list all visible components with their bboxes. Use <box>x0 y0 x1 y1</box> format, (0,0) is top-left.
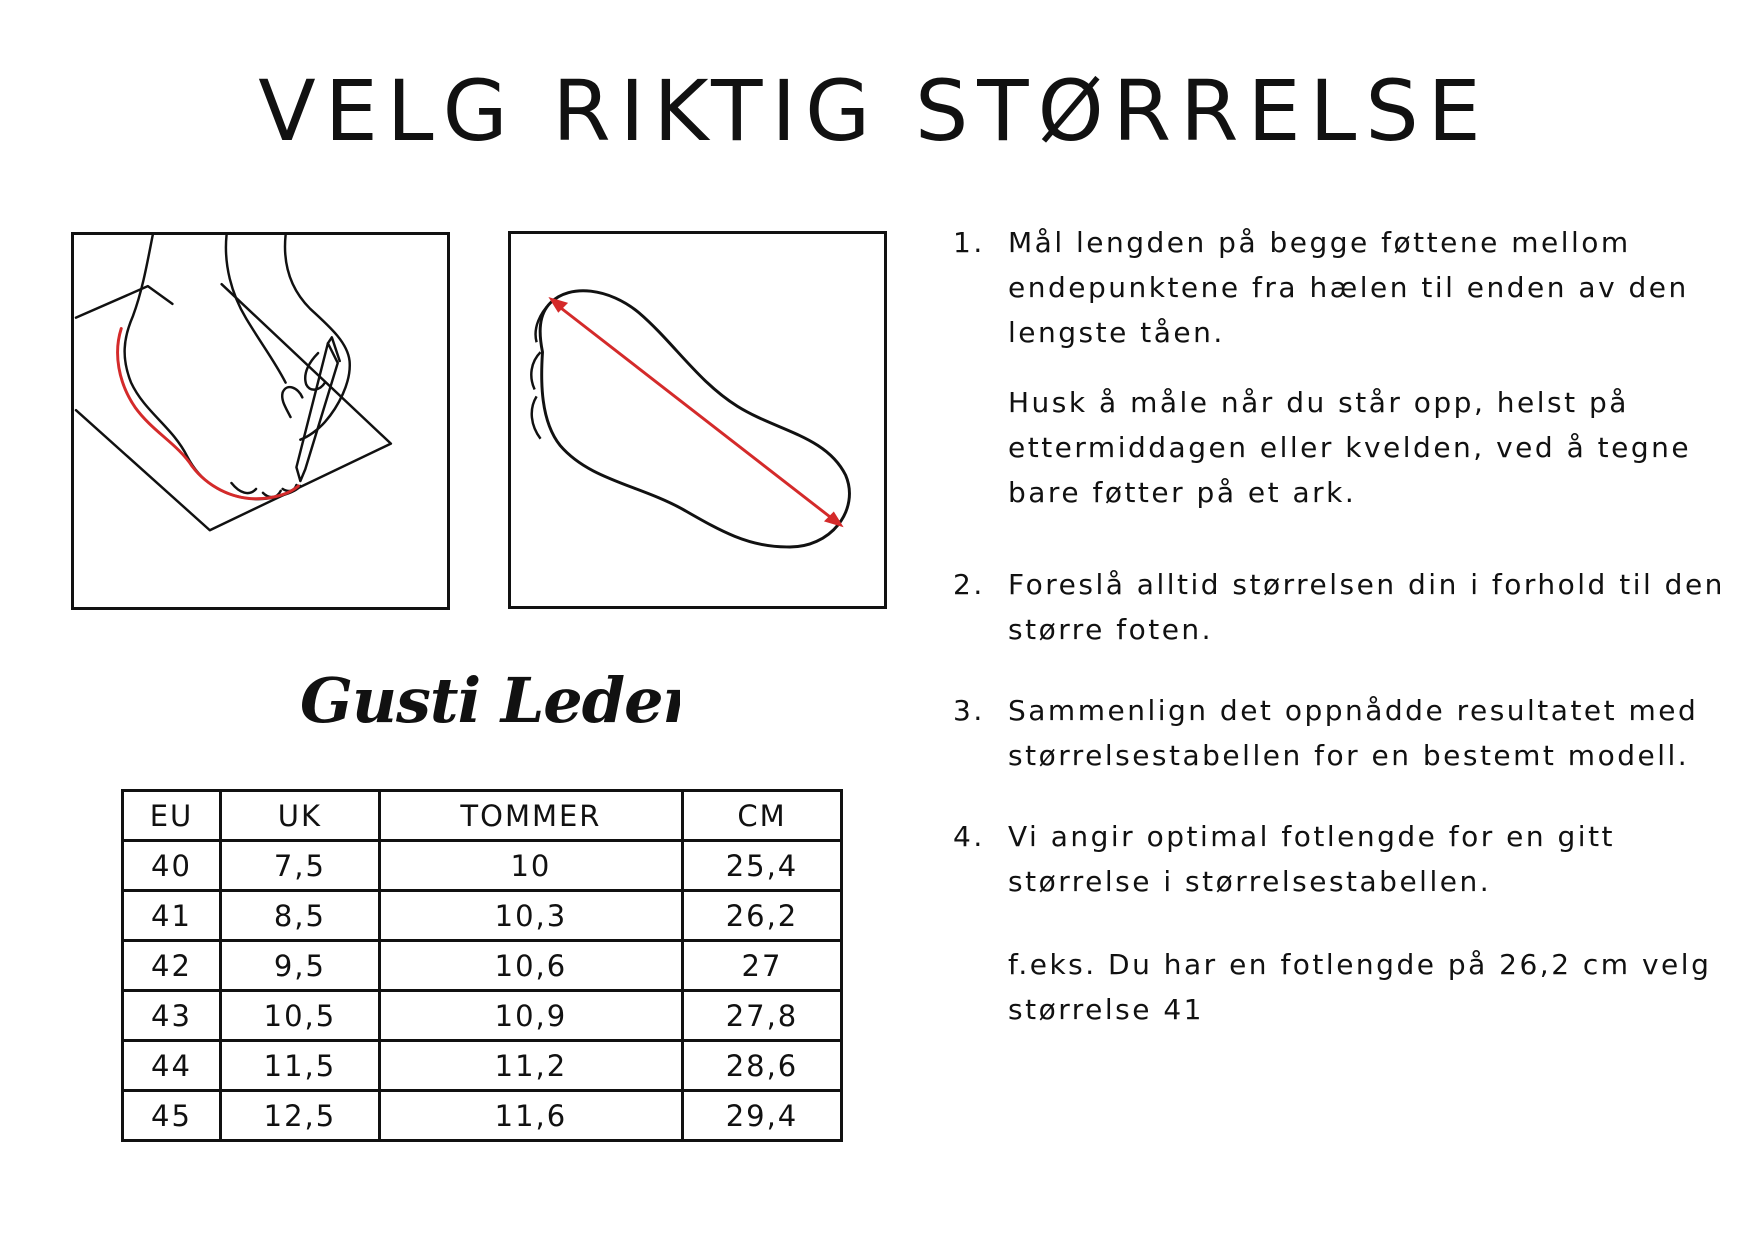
table-cell: 10,6 <box>379 941 682 991</box>
step-text: Vi angir optimal fotlengde for en gitt størrelse i størrelsestabellen. <box>1008 820 1616 898</box>
table-cell: 12,5 <box>220 1091 379 1141</box>
table-cell: 41 <box>123 891 221 941</box>
table-cell: 27,8 <box>682 991 841 1041</box>
foot-tracing-drawing <box>74 235 447 607</box>
example-note: f.eks. Du har en fotlengde på 26,2 cm velg størrelse 41 <box>1008 948 1712 1026</box>
table-cell: 29,4 <box>682 1091 841 1141</box>
step-number: 4. <box>953 820 985 853</box>
table-cell: 28,6 <box>682 1041 841 1091</box>
table-cell: 10,5 <box>220 991 379 1041</box>
foot-tracing-illustration <box>71 232 450 610</box>
table-cell: 26,2 <box>682 891 841 941</box>
table-cell: 11,5 <box>220 1041 379 1091</box>
step-number: 1. <box>953 226 985 259</box>
step-number: 3. <box>953 694 985 727</box>
foot-outline-drawing <box>511 234 884 606</box>
logo-text: Gusti Leder <box>300 664 680 737</box>
table-cell: 25,4 <box>682 841 841 891</box>
table-cell: 45 <box>123 1091 221 1141</box>
step-text: Mål lengden på begge føttene mellom endepunktene fra hælen til enden av den lengste tåen. <box>1008 226 1689 349</box>
table-cell: 43 <box>123 991 221 1041</box>
step-text: Foreslå alltid størrelsen din i forhold til den større foten. <box>1008 568 1725 646</box>
table-cell: 8,5 <box>220 891 379 941</box>
header-tommer: TOMMER <box>379 791 682 841</box>
gusti-leder-logo <box>300 650 680 750</box>
page-title: VELG RIKTIG STØRRELSE <box>258 62 1490 160</box>
table-row <box>123 941 842 991</box>
header-eu: EU <box>123 791 221 841</box>
table-cell: 42 <box>123 941 221 991</box>
table-cell: 10,3 <box>379 891 682 941</box>
table-cell: 10,9 <box>379 991 682 1041</box>
table-cell: 27 <box>682 941 841 991</box>
table-header-row <box>123 791 842 841</box>
table-row <box>123 841 842 891</box>
header-uk: UK <box>220 791 379 841</box>
table-cell: 40 <box>123 841 221 891</box>
header-cm: CM <box>682 791 841 841</box>
step-number: 2. <box>953 568 985 601</box>
table-cell: 10 <box>379 841 682 891</box>
table-row <box>123 991 842 1041</box>
table-row <box>123 1091 842 1141</box>
table-cell: 7,5 <box>220 841 379 891</box>
step-text: Sammenlign det oppnådde resultatet med størrelsestabellen for en bestemt modell. <box>1008 694 1699 772</box>
step-1-note: Husk å måle når du står opp, helst på ettermiddagen eller kvelden, ved å tegne bare føtter på et ark. <box>1008 386 1692 509</box>
table-cell: 11,6 <box>379 1091 682 1141</box>
logo-wordmark <box>300 650 680 750</box>
table-row <box>123 1041 842 1091</box>
foot-outline-illustration <box>508 231 887 609</box>
table-cell: 44 <box>123 1041 221 1091</box>
table-row <box>123 891 842 941</box>
table-cell: 9,5 <box>220 941 379 991</box>
size-table <box>121 789 843 1142</box>
table-cell: 11,2 <box>379 1041 682 1091</box>
